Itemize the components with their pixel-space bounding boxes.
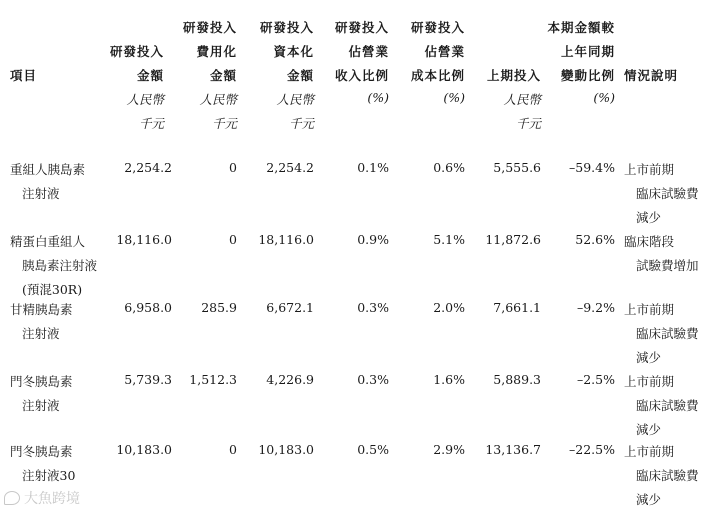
row-3-change: –9.2% bbox=[576, 300, 615, 315]
row-5-cost-ratio: 2.9% bbox=[433, 442, 465, 457]
row-5-prev: 13,136.7 bbox=[485, 442, 541, 457]
row-2-change: 52.6% bbox=[575, 232, 615, 247]
unit-thousand: 千元 bbox=[288, 116, 314, 131]
header-rd-cost-ratio-1: 研發投入 bbox=[410, 20, 465, 35]
row-5-change: –22.5% bbox=[569, 442, 615, 457]
header-rd-capitalized-2: 資本化 bbox=[273, 44, 314, 59]
header-rd-rev-ratio-3: 收入比例 bbox=[334, 68, 389, 83]
row-2-remark-line-1: 臨床階段 bbox=[624, 234, 675, 249]
row-2-name-line-2: 胰島素注射液 bbox=[22, 258, 98, 273]
header-yoy-change-2: 上年同期 bbox=[560, 44, 615, 59]
row-1-prev: 5,555.6 bbox=[493, 160, 541, 175]
row-4-capitalized: 4,226.9 bbox=[266, 372, 314, 387]
row-3-name-line-2: 注射液 bbox=[22, 326, 60, 341]
header-rd-amount-2: 金額 bbox=[136, 68, 164, 83]
watermark-logo-icon bbox=[4, 491, 20, 505]
header-yoy-change-1: 本期金額較 bbox=[547, 20, 615, 35]
row-1-name-line-1: 重組人胰島素 bbox=[10, 162, 86, 177]
row-4-amount: 5,739.3 bbox=[124, 372, 172, 387]
row-4-remark-line-1: 上市前期 bbox=[624, 374, 675, 389]
row-5-rev-ratio: 0.5% bbox=[357, 442, 389, 457]
row-1-expensed: 0 bbox=[229, 160, 237, 175]
row-5-remark-line-3: 減少 bbox=[636, 492, 662, 507]
row-2-cost-ratio: 5.1% bbox=[433, 232, 465, 247]
unit-pct: (%) bbox=[593, 90, 615, 105]
unit-thousand: 千元 bbox=[138, 116, 164, 131]
row-4-prev: 5,889.3 bbox=[493, 372, 541, 387]
unit-rmb: 人民幣 bbox=[199, 92, 237, 107]
header-rd-capitalized-3: 金額 bbox=[286, 68, 314, 83]
row-3-rev-ratio: 0.3% bbox=[357, 300, 389, 315]
unit-pct: (%) bbox=[367, 90, 389, 105]
row-4-cost-ratio: 1.6% bbox=[433, 372, 465, 387]
row-4-rev-ratio: 0.3% bbox=[357, 372, 389, 387]
row-3-amount: 6,958.0 bbox=[124, 300, 172, 315]
row-3-remark-line-3: 減少 bbox=[636, 350, 662, 365]
row-3-prev: 7,661.1 bbox=[493, 300, 541, 315]
row-1-remark-line-3: 減少 bbox=[636, 210, 662, 225]
header-rd-cost-ratio-2: 佔營業 bbox=[424, 44, 465, 59]
header-yoy-change-3: 變動比例 bbox=[560, 68, 615, 83]
row-5-capitalized: 10,183.0 bbox=[258, 442, 314, 457]
row-4-remark-line-3: 減少 bbox=[636, 422, 662, 437]
row-3-cost-ratio: 2.0% bbox=[433, 300, 465, 315]
row-4-remark-line-2: 臨床試驗費 bbox=[636, 398, 699, 413]
row-3-expensed: 285.9 bbox=[201, 300, 237, 315]
row-1-amount: 2,254.2 bbox=[124, 160, 172, 175]
row-3-remark-line-2: 臨床試驗費 bbox=[636, 326, 699, 341]
row-5-remark-line-2: 臨床試驗費 bbox=[636, 468, 699, 483]
row-4-change: –2.5% bbox=[576, 372, 615, 387]
watermark bbox=[4, 488, 80, 508]
row-2-prev: 11,872.6 bbox=[485, 232, 541, 247]
header-rd-expensed-1: 研發投入 bbox=[182, 20, 237, 35]
row-1-change: –59.4% bbox=[569, 160, 615, 175]
row-5-amount: 10,183.0 bbox=[116, 442, 172, 457]
row-5-name-line-2: 注射液30 bbox=[22, 468, 76, 483]
row-4-expensed: 1,512.3 bbox=[189, 372, 237, 387]
row-5-remark-line-1: 上市前期 bbox=[624, 444, 675, 459]
row-1-name-line-2: 注射液 bbox=[22, 186, 60, 201]
unit-pct: (%) bbox=[443, 90, 465, 105]
row-5-expensed: 0 bbox=[229, 442, 237, 457]
row-2-rev-ratio: 0.9% bbox=[357, 232, 389, 247]
row-5-name-line-1: 門冬胰島素 bbox=[10, 444, 73, 459]
unit-thousand: 千元 bbox=[515, 116, 541, 131]
row-1-capitalized: 2,254.2 bbox=[266, 160, 314, 175]
header-rd-rev-ratio-1: 研發投入 bbox=[334, 20, 389, 35]
row-2-amount: 18,116.0 bbox=[116, 232, 172, 247]
unit-rmb: 人民幣 bbox=[503, 92, 541, 107]
header-prev-rd: 上期投入 bbox=[486, 68, 541, 83]
row-1-rev-ratio: 0.1% bbox=[357, 160, 389, 175]
header-rd-cost-ratio-3: 成本比例 bbox=[410, 68, 465, 83]
row-1-remark-line-1: 上市前期 bbox=[624, 162, 675, 177]
row-3-capitalized: 6,672.1 bbox=[266, 300, 314, 315]
row-1-remark-line-2: 臨床試驗費 bbox=[636, 186, 699, 201]
header-remarks: 情況說明 bbox=[624, 68, 679, 83]
row-2-name-line-3: (預混30R) bbox=[22, 282, 83, 297]
unit-rmb: 人民幣 bbox=[276, 92, 314, 107]
row-4-name-line-2: 注射液 bbox=[22, 398, 60, 413]
header-rd-expensed-2: 費用化 bbox=[196, 44, 237, 59]
row-2-capitalized: 18,116.0 bbox=[258, 232, 314, 247]
row-3-remark-line-1: 上市前期 bbox=[624, 302, 675, 317]
row-2-remark-line-2: 試驗費增加 bbox=[636, 258, 699, 273]
row-3-name-line-1: 甘精胰島素 bbox=[10, 302, 73, 317]
row-1-cost-ratio: 0.6% bbox=[433, 160, 465, 175]
unit-rmb: 人民幣 bbox=[126, 92, 164, 107]
row-4-name-line-1: 門冬胰島素 bbox=[10, 374, 73, 389]
unit-thousand: 千元 bbox=[211, 116, 237, 131]
header-rd-expensed-3: 金額 bbox=[209, 68, 237, 83]
header-rd-capitalized-1: 研發投入 bbox=[259, 20, 314, 35]
header-rd-rev-ratio-2: 佔營業 bbox=[348, 44, 389, 59]
row-2-expensed: 0 bbox=[229, 232, 237, 247]
header-item: 項目 bbox=[10, 68, 38, 83]
watermark-text: 大魚跨境 bbox=[24, 491, 80, 507]
header-rd-amount-1: 研發投入 bbox=[109, 44, 164, 59]
row-2-name-line-1: 精蛋白重組人 bbox=[10, 234, 86, 249]
